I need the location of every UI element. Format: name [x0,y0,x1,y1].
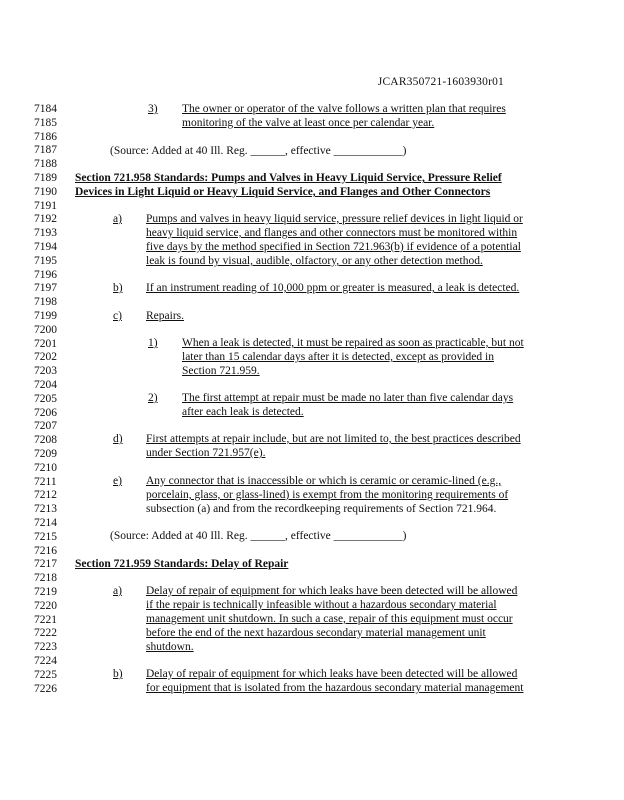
line-number: 7185 [34,116,57,129]
section-959-a-line-1: Delay of repair of equipment for which leaks have been detected will be allowed [146,585,518,597]
line-number: 7199 [34,310,57,322]
line-number: 7184 [34,103,57,115]
line-number: 7224 [34,655,57,667]
section-958-a-line-2: heavy liquid service, and flanges and other connectors must be monitored within [146,227,518,239]
line-number: 7207 [34,420,57,433]
line-number: 7205 [34,392,57,405]
section-958-a-line-4: leak is found by visual, audible, olfactory, or any other detection method. [146,255,483,267]
section-958-c2-label: 2) [148,392,158,404]
line-number: 7210 [34,461,57,474]
line-number: 7221 [34,613,57,626]
line-number: 7202 [34,351,57,364]
line-number: 7193 [34,227,57,240]
item-3-line-2: monitoring of the valve at least once per calendar year. [182,117,435,129]
line-number: 7217 [34,558,57,571]
line-number: 7192 [34,213,57,226]
section-959-b-label: b) [113,668,123,680]
section-958-c1-line-3: Section 721.959. [182,365,260,377]
line-number: 7197 [34,282,57,295]
line-number: 7214 [34,517,57,529]
section-959-b-line-2: for equipment that is isolated from the hazardous secondary material management [146,682,524,694]
item-3-line-1: The owner or operator of the valve follows a written plan that requires [182,103,506,115]
section-958-c-label: c) [113,310,122,322]
line-number: 7189 [34,172,57,184]
line-number: 7187 [34,144,57,157]
section-959-title: Section 721.959 Standards: Delay of Repair [75,558,289,570]
source-note-2: (Source: Added at 40 Ill. Reg. ______, effective ____________) [110,530,407,542]
line-number: 7204 [34,379,57,391]
line-number: 7209 [34,448,57,460]
line-number: 7194 [34,241,57,253]
section-959-a-line-3: management unit shutdown. In such a case, repair of this equipment must occur [146,613,513,625]
line-number: 7201 [34,337,57,350]
item-3-label: 3) [148,103,158,115]
line-number: 7218 [34,572,57,585]
line-number: 7211 [34,475,57,488]
section-959-b-line-1: Delay of repair of equipment for which leaks have been detected will be allowed [146,668,518,680]
section-958-b-label: b) [113,282,123,294]
section-959-a-line-2: if the repair is technically infeasible without a hazardous secondary material [146,599,497,611]
line-number: 7190 [34,185,57,198]
section-958-a-label: a) [113,213,122,225]
source-note-1: (Source: Added at 40 Ill. Reg. ______, effective ____________) [110,145,407,157]
line-number: 7220 [34,599,57,612]
section-959-a-line-4: before the end of the next hazardous secondary material management unit [146,627,486,639]
section-958-d-line-1: First attempts at repair include, but are not limited to, the best practices described [146,433,521,445]
document-id: JCAR350721-1603930r01 [377,76,504,88]
line-number: 7206 [34,406,57,419]
section-958-c2-line-1: The first attempt at repair must be made no later than five calendar days [182,392,514,404]
line-number: 7222 [34,627,57,640]
section-958-e-line-3: subsection (a) and from the recordkeeping requirements of Section 721.964. [146,503,497,515]
section-958-d-line-2: under Section 721.957(e). [146,447,266,459]
section-958-c-line-1: Repairs. [146,310,185,322]
line-number: 7203 [34,365,57,378]
section-958-c1-line-2: later than 15 calendar days after it is detected, except as provided in [182,351,494,363]
section-959-a-label: a) [113,585,122,597]
line-number: 7213 [34,503,57,516]
section-958-title-line-1: Section 721.958 Standards: Pumps and Valves in Heavy Liquid Service, Pressure Relief [75,172,502,184]
line-number: 7212 [34,489,57,502]
line-number: 7196 [34,268,57,281]
line-number: 7215 [34,530,57,543]
line-number: 7191 [34,199,57,212]
line-number: 7225 [34,668,57,681]
section-958-e-line-2: porcelain, glass, or glass-lined) is exempt from the monitoring requirements of [146,489,509,501]
section-958-c1-line-1: When a leak is detected, it must be repaired as soon as practicable, but not [182,337,524,349]
section-958-a-line-1: Pumps and valves in heavy liquid service, pressure relief devices in light liquid or [146,213,523,225]
line-number: 7216 [34,544,57,557]
section-958-e-label: e) [113,475,122,487]
section-958-c1-label: 1) [148,337,158,349]
line-number: 7188 [34,158,57,171]
section-958-d-label: d) [113,433,123,445]
section-958-b-line-1: If an instrument reading of 10,000 ppm or greater is measured, a leak is detected. [146,282,520,294]
section-959-a-line-5: shutdown. [146,641,194,653]
line-number: 7226 [34,682,57,695]
line-number: 7195 [34,254,57,267]
section-958-title-line-2: Devices in Light Liquid or Heavy Liquid Service, and Flanges and Other Connectors [75,186,491,198]
line-number: 7198 [34,296,57,309]
section-958-a-line-3: five days by the method specified in Section 721.963(b) if evidence of a potential [146,241,521,253]
line-number: 7208 [34,434,57,447]
section-958-e-line-1: Any connector that is inaccessible or which is ceramic or ceramic-lined (e.g., [146,475,502,487]
line-number: 7200 [34,323,57,336]
line-number: 7186 [34,130,57,143]
line-number: 7219 [34,586,57,598]
section-958-c2-line-2: after each leak is detected. [182,406,304,418]
line-number: 7223 [34,641,57,654]
